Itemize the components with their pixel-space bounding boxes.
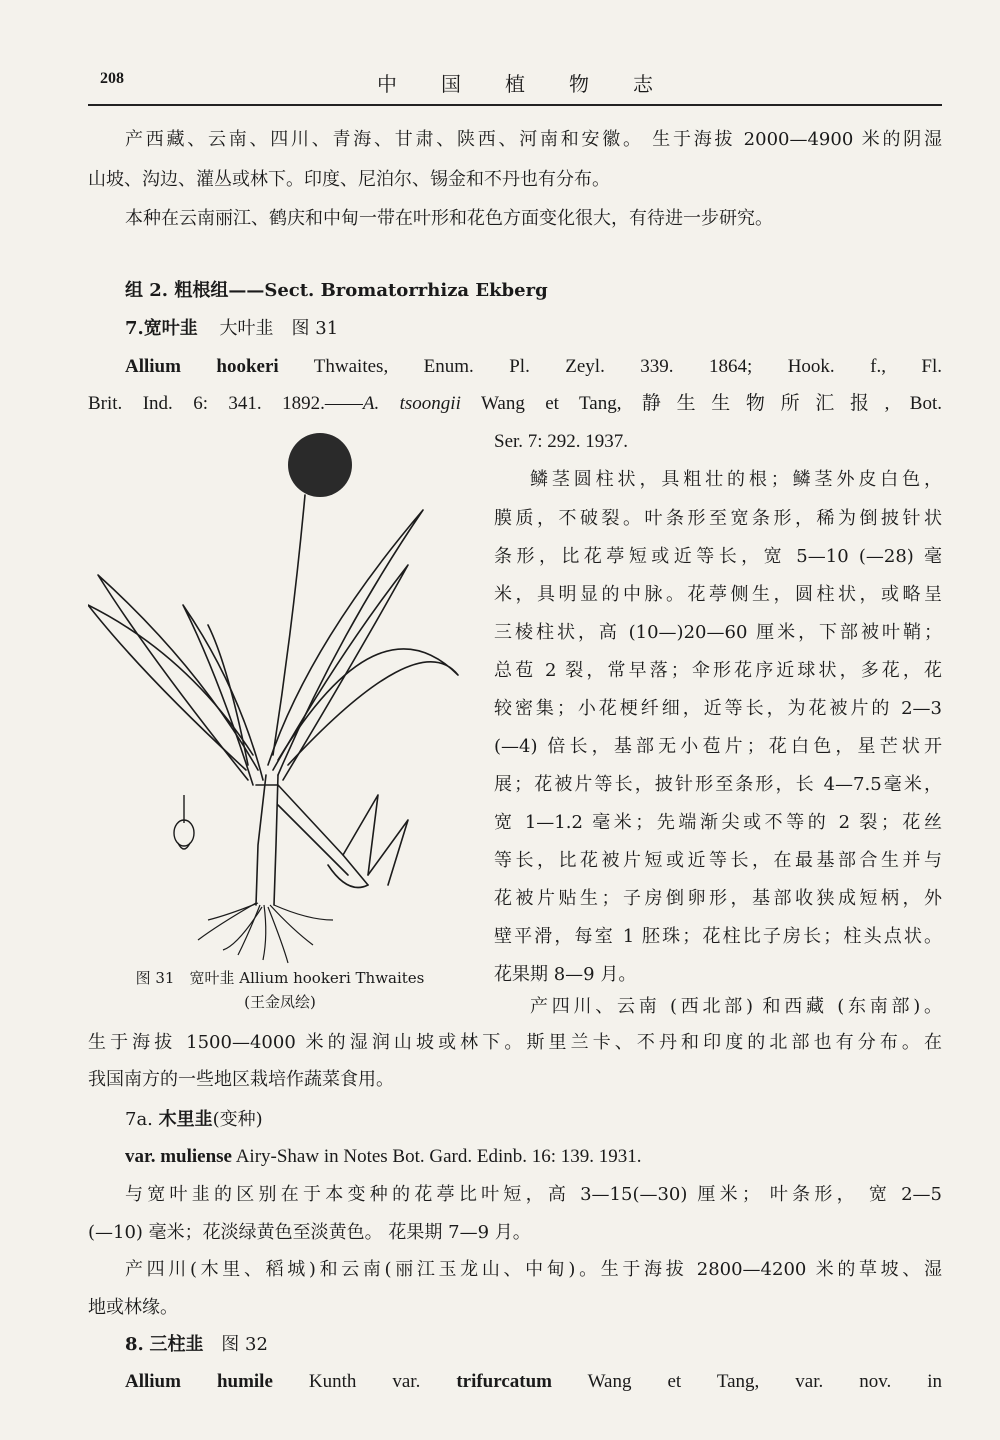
running-title: 中国植物志 [377, 72, 697, 96]
description-line: 条形，比花葶短或近等长，宽 5—10 (—28) 毫 [494, 546, 942, 567]
description-line: 三棱柱状，高 (10—)20—60 厘米，下部被叶鞘； [494, 622, 942, 643]
variety-tag: (变种) [212, 1109, 263, 1130]
text-line: 产西藏、云南、四川、青海、甘肃、陕西、河南和安徽。 生于海拔 2000—4900 米的阴湿 [125, 129, 942, 150]
epithet: muliense [160, 1146, 232, 1167]
reference-text: Wang et Tang, var. nov. in [587, 1371, 942, 1392]
reference-text: Brit. Ind. 6: 341. 1892.—— [88, 393, 363, 414]
description-line: 壁平滑，每室 1 胚珠；花柱比子房长；柱头点状。 [494, 926, 942, 947]
description-line: 较密集；小花梗纤细，近等长，为花被片的 2—3 [494, 698, 942, 719]
running-header [88, 68, 942, 100]
description-line: 等长，比花被片短或近等长，在最基部合生并与 [494, 850, 942, 871]
figure-credit: (王金凤绘) [244, 993, 316, 1011]
species-name: 三柱韭 [149, 1334, 204, 1355]
description-line: 产四川(木里、稻城)和云南(丽江玉龙山、中甸)。生于海拔 2800—4200 米的草坡、湿 [125, 1259, 942, 1280]
header-rule [88, 104, 942, 106]
synonym: A. tsoongii [362, 393, 461, 414]
description-line: 展；花被片等长，披针形至条形，长 4—7.5毫米， [494, 774, 942, 795]
species-alt-name: 大叶韭 图 31 [219, 318, 339, 339]
reference-line: Ser. 7: 292. 1937. [494, 431, 629, 452]
reference-line [88, 392, 942, 416]
species-heading [125, 1333, 942, 1357]
epithet: humile [216, 1371, 273, 1392]
species-alt-name: 图 32 [221, 1334, 268, 1355]
plant-drawing [88, 425, 472, 970]
variety-heading [125, 1108, 942, 1132]
species-name: 宽叶韭 [143, 318, 198, 339]
description-line: 花果期 8—9 月。 [494, 964, 637, 985]
genus: Allium [125, 1371, 181, 1392]
page-number: 208 [100, 70, 124, 87]
reference-text: Thwaites, Enum. Pl. Zeyl. 339. 1864; Hook. f., Fl. [313, 356, 942, 377]
description-line: (—10) 毫米；花淡绿黄色至淡黄色。 花果期 7—9 月。 [88, 1222, 531, 1243]
species-heading [125, 317, 942, 341]
text-line: 本种在云南丽江、鹤庆和中甸一带在叶形和花色方面变化很大，有待进一步研究。 [125, 208, 773, 229]
description-line: 宽 1—1.2 毫米；先端渐尖或不等的 2 裂；花丝 [494, 812, 942, 833]
variety-name: 木里韭 [158, 1109, 213, 1130]
flower-head-icon [288, 433, 352, 497]
reference-line [125, 1370, 942, 1394]
reference-line [125, 355, 942, 379]
description-line: 与宽叶韭的区别在于本变种的花葶比叶短，高 3—15(—30) 厘米； 叶条形， 宽 2—5 [125, 1184, 942, 1205]
epithet: hookeri [216, 356, 279, 377]
flower-detail [174, 795, 194, 849]
rank: var. [125, 1146, 156, 1167]
species-number: 8. [125, 1334, 144, 1355]
figure-31-illustration [88, 425, 472, 970]
text-line: 山坡、沟边、灌丛或林下。印度、尼泊尔、锡金和不丹也有分布。 [88, 169, 610, 190]
figure-caption: 图 31 宽叶韭 Allium hookeri Thwaites [135, 969, 425, 987]
description-line: 我国南方的一些地区栽培作蔬菜食用。 [88, 1069, 394, 1090]
genus: Allium [125, 356, 181, 377]
description-line: (—4) 倍长，基部无小苞片；花白色，星芒状开 [494, 736, 942, 757]
reference-text: Kunth var. [308, 1371, 421, 1392]
reference-text: Airy-Shaw in Notes Bot. Gard. Edinb. 16: 139. 1931. [235, 1146, 642, 1167]
description-line: 总苞 2 裂，常早落；伞形花序近球状，多花，花 [494, 660, 942, 681]
reference-line [125, 1145, 942, 1169]
description-line: 生于海拔 1500—4000 米的湿润山坡或林下。斯里兰卡、不丹和印度的北部也有分布。在 [88, 1032, 942, 1053]
description-line: 地或林缘。 [88, 1297, 178, 1318]
reference-text: Wang et Tang, 静生生物所汇报, Bot. [480, 393, 942, 414]
variety-number: 7a. [125, 1109, 153, 1130]
description-line: 米，具明显的中脉。花葶侧生，圆柱状，或略呈 [494, 584, 942, 605]
variety-epithet: trifurcatum [456, 1371, 552, 1392]
description-line: 膜质，不破裂。叶条形至宽条形，稀为倒披针状 [494, 508, 942, 529]
section-heading: 组 2. 粗根组——Sect. Bromatorrhiza Ekberg [125, 280, 548, 301]
description-line: 花被片贴生；子房倒卵形，基部收狭成短柄，外 [494, 888, 942, 909]
species-number: 7. [125, 318, 144, 339]
description-line: 产四川、云南 (西北部) 和西藏 (东南部)。 [530, 996, 942, 1017]
description-line: 鳞茎圆柱状，具粗壮的根；鳞茎外皮白色， [530, 469, 942, 490]
